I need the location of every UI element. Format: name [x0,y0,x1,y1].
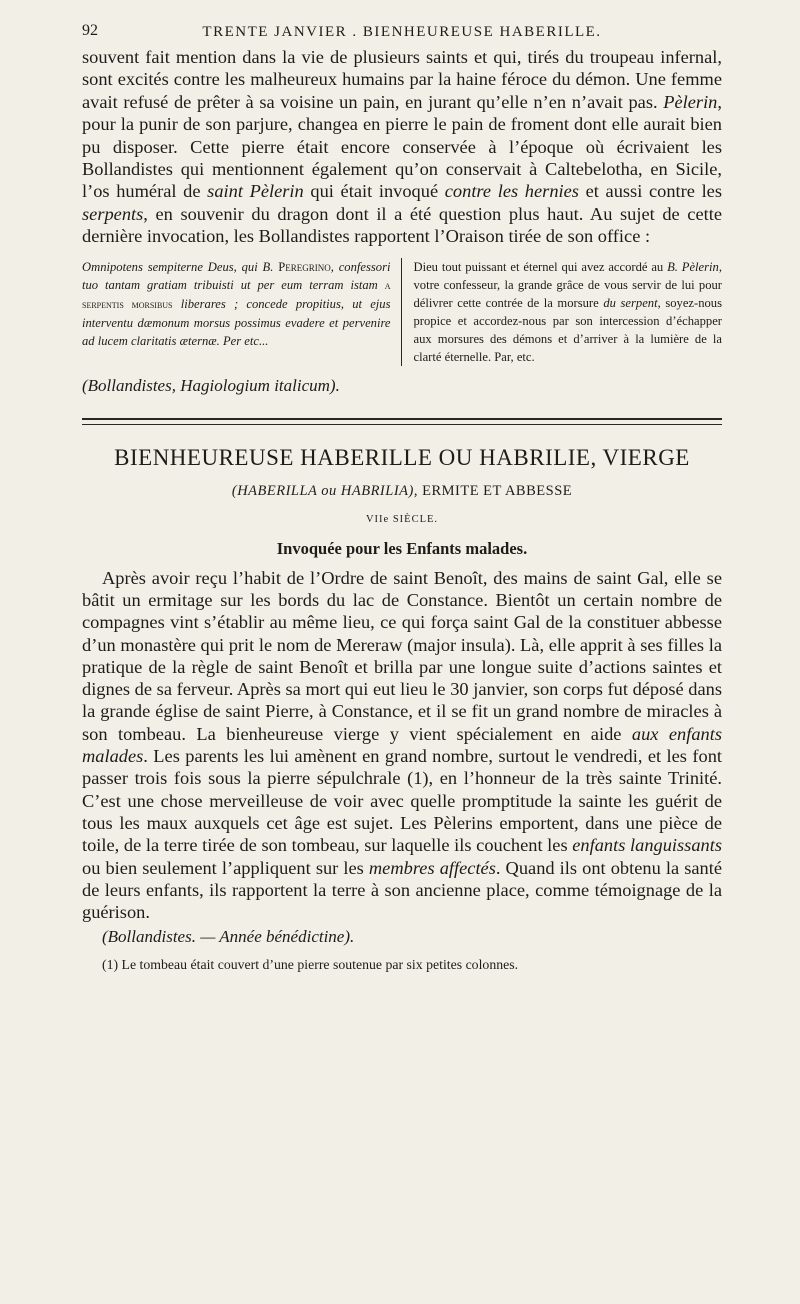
italic-run: B. Pèlerin [667,259,719,274]
french-prayer [401,258,723,366]
text-run: , pour la punir de son parjure, changea en pierre le pain de froment dont elle aurait bien pu disposer. Cette pierre était encore conservée à l’époque où écrivaient les Bollandistes qui mentionnent également qu’on conservait à Caltebelotha, en Sicile, l’os huméral de [82,91,722,202]
century-label: VIIe SIÈCLE. [365,513,439,525]
italic-run: Pèlerin [663,91,718,112]
text-run: ou bien seulement l’appliquent sur les [82,857,369,878]
text-run: , soyez-nous propice et accordez-nous par son intercession d’échapper aux morsures des démons et d’arriver à la lumière de la clarté éternelle. Par, etc. [413,295,722,364]
italic-run: aux enfants malades [82,723,722,767]
italic-run: du serpent [603,295,658,310]
latin-prayer [82,258,401,366]
page-number: 92 [82,22,98,39]
small-caps-run: a serpentis morsibus [82,279,391,311]
text-run: et aussi contre les [578,181,723,202]
text-run: souvent fait mention dans la vie de plusieurs saints et qui, tirés du troupeau infernal, sont excités contre les malheureux humains par la haine féroce du démon. Une femme avait refusé de prêter à sa voisine un pain, en jurant qu’elle n’en n’avait pas. [82,47,722,112]
italic-run: saint Pèlerin [207,181,304,202]
book-page [82,20,722,973]
section-body [82,567,722,924]
text-run: , ERMITE ET ABBESSE [413,482,573,499]
text-run: , en souvenir du dragon dont il a été question plus haut. Au sujet de cette dernière invocation, les Bollandistes rapportent l’Oraison tirée de son office : [82,203,722,247]
italic-run: enfants languissants [572,835,722,856]
italic-run: serpents [82,203,144,224]
section-divider [82,418,722,425]
text-run: , confessori tuo tantam gratiam tribuisti ut per eum terram istam [82,259,391,292]
section-source: (Bollandistes. — Année bénédictine). [102,927,355,947]
intro-paragraph [82,46,722,248]
italic-run: (HABERILLA ou HABRILIA) [231,482,414,499]
text-run: , votre confesseur, la grande grâce de vous servir de lui pour délivrer cette contrée de la morsure [413,259,722,310]
prayer-source: (Bollandistes, Hagiologium italicum). [82,375,340,395]
italic-run: contre les hernies [444,181,579,202]
text-run: Dieu tout puissant et éternel qui avez accordé au [413,259,668,274]
text-run: . Les parents les lui amènent en grand nombre, surtout le vendredi, et les font passer trois fois sous la pierre sépulchrale (1), en l’honneur de la très sainte Trinité. C’est une chose merveilleuse de voir avec quelle promptitude la sainte les guérit de tous les maux auxquels cet âge est sujet. Les Pèlerins emportent, dans une pièce de toile, de la terre tirée de son tombeau, sur laquelle ils couchent les [82,746,722,856]
invocation-label: Invoquée pour les Enfants malades. [276,538,528,558]
small-caps-run: Peregrino [278,259,331,274]
text-run: . Quand ils ont obtenu la santé de leurs enfants, ils rapportent la terre à son ancienne place, comme témoignage de la guérison. [82,857,723,923]
footnote: (1) Le tombeau était couvert d’une pierre soutenue par six petites colonnes. [102,957,519,973]
running-head [82,20,722,46]
prayer-columns [82,258,722,366]
section-heading: BIENHEUREUSE HABERILLE OU HABRILIE, VIERGE [114,444,690,470]
running-title: TRENTE JANVIER . BIENHEUREUSE HABERILLE. [202,24,602,40]
section-subheading [82,483,722,500]
text-run: liberares ; concede propitius, ut ejus interventu dæmonum morsus possimus evadere et pervenire ad lucem claritatis æternæ. Per etc... [82,296,391,348]
text-run: Après avoir reçu l’habit de l’Ordre de saint Benoît, des mains de saint Gal, elle se bâtit un ermitage sur les bords du lac de Constance. Bientôt un certain nombre de compagnes vint s’établir au même lieu, ce qui força saint Gal de la constituer abbesse d’un monastère qui prit le nom de Mereraw (major insula). Là, elle apprit à ses filles la pratique de la règle de saint Benoît et brilla par une longue suite d’actions saintes et dignes de sa ferveur. Après sa mort qui eut lieu le 30 janvier, son corps fut déposé dans la grande église de saint Pierre, à Constance, et il se fit un grand nombre de miracles à son tombeau. La bienheureuse vierge y vient spécialement en aide [82,567,722,744]
italic-run: membres affectés [368,857,496,878]
text-run: qui était invoqué [303,181,445,202]
text-run: Omnipotens sempiterne Deus, qui B. [82,259,279,274]
